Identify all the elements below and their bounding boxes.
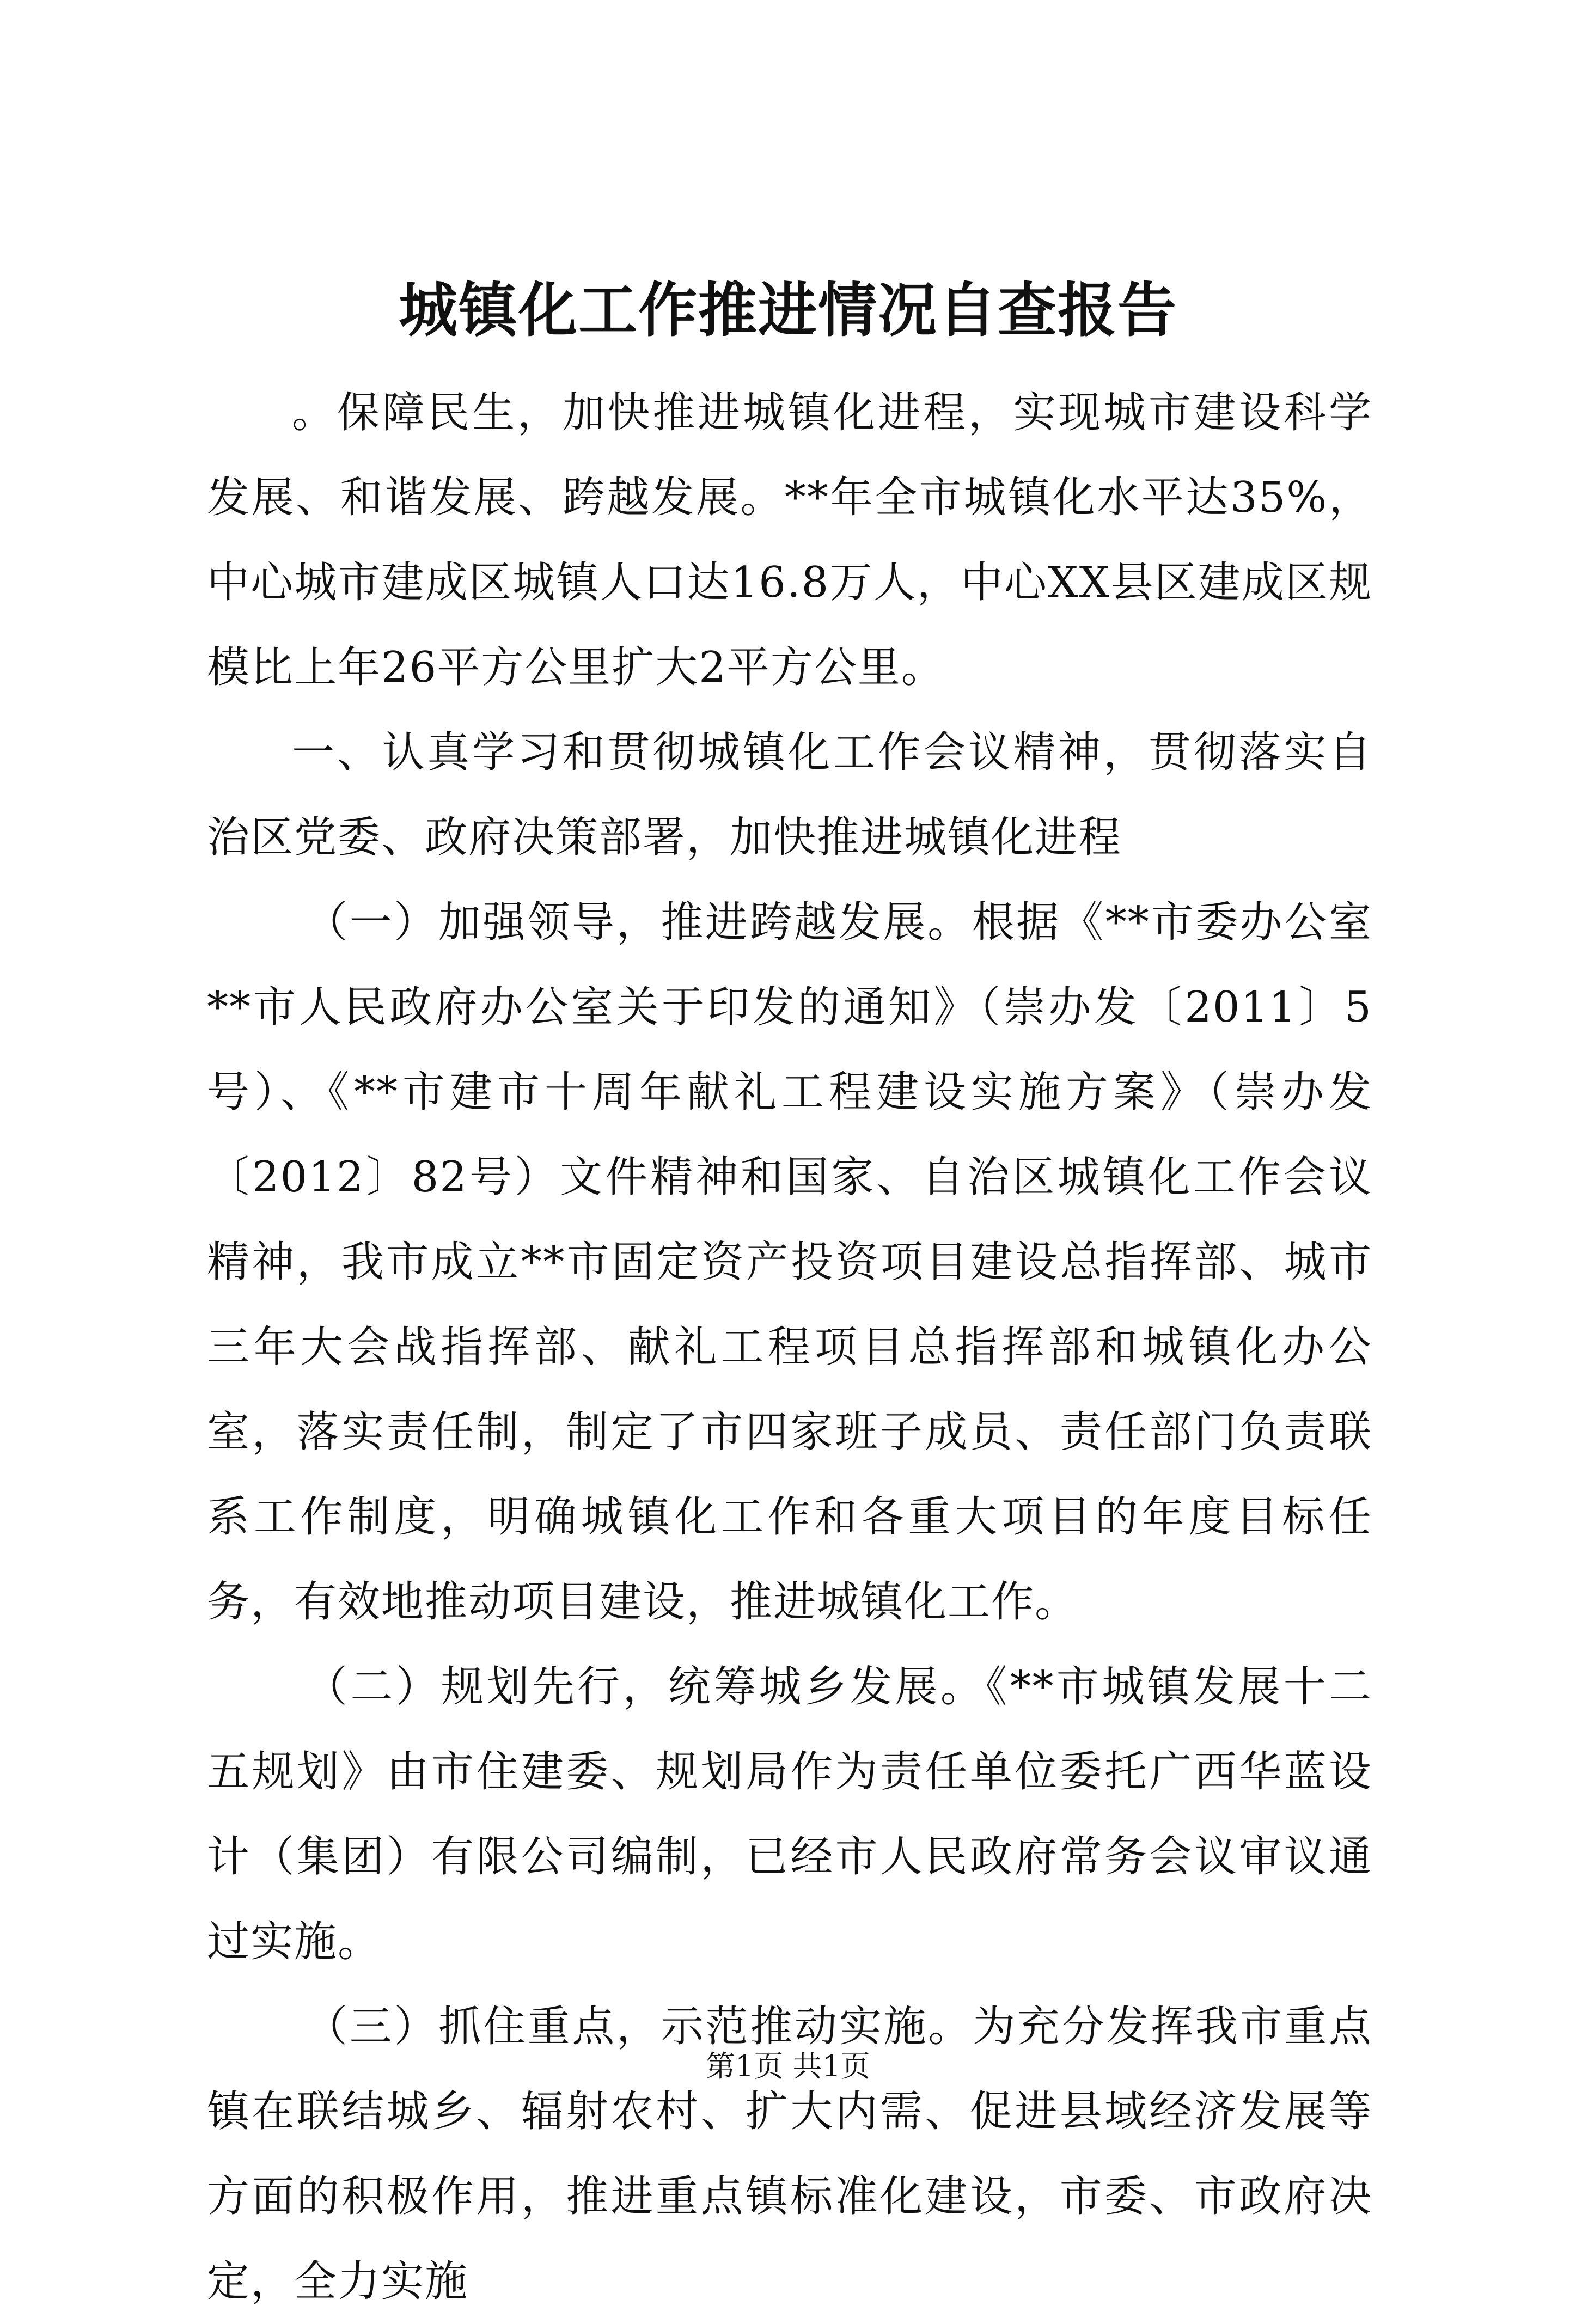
page-footer: 第1页 共1页 — [706, 2049, 870, 2083]
paragraph-item-3: （三）抓住重点，示范推动实施。为充分发挥我市重点镇在联结城乡、辐射农村、扩大内需、促进县域经济发展等方面的积极作用，推进重点镇标准化建设，市委、市政府决定，全力实施 — [207, 2002, 1372, 2306]
paragraph-item-2: （二）规划先行，统筹城乡发展。《**市城镇发展十二五规划》由市住建委、规划局作为责任单位委托广西华蓝设计（集团）有限公司编制，已经市人民政府常务会议审议通过实施。 — [207, 1662, 1372, 1966]
paragraph-item-1: （一）加强领导，推进跨越发展。根据《**市委办公室**市人民政府办公室关于印发的通知》（崇办发〔2011〕5号）、《**市建市十周年献礼工程建设实施方案》（崇办发〔2012〕82号）文件精神和国家、自治区城镇化工作会议精神，我市成立**市固定资产投资项目建设总指挥部、城市三年大会战指挥部、献礼工程项目总指挥部和城镇化办公室，落实责任制，制定了市四家班子成员、责任部门负责联系工作制度，明确城镇化工作和各重大项目的年度目标任务，有效地推动项目建设，推进城镇化工作。 — [207, 898, 1372, 1626]
document-title: 城镇化工作推进情况自查报告 — [398, 276, 1177, 345]
paragraph-intro: 。保障民生，加快推进城镇化进程，实现城市建设科学发展、和谐发展、跨越发展。**年全市城镇化水平达35%，中心城市建成区城镇人口达16.8万人，中心XX县区建成区规模比上年26平方公里扩大2平方公里。 — [207, 388, 1372, 692]
paragraph-section-heading: 一、认真学习和贯彻城镇化工作会议精神，贯彻落实自治区党委、政府决策部署，加快推进城镇化进程 — [207, 728, 1372, 862]
document-body — [207, 370, 1372, 2324]
